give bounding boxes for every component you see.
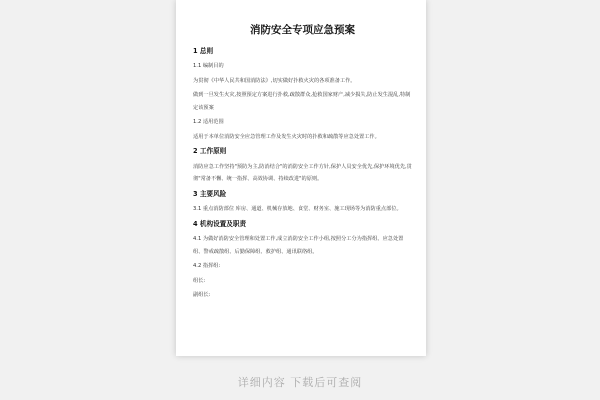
document-title: 消防安全专项应急预案 — [250, 24, 355, 36]
command-group-deputy: 副组长: — [193, 292, 211, 299]
paragraph-risks: 3.1 重点消防部位 库房、通道、机械存放地、食堂、财务室、施工现场等为消防重点部位。 — [193, 206, 402, 213]
paragraph-organization: 4.1 为做好消防安全管理和处置工作,成立消防安全工作小组,按照分工分为指挥组、应急处置组、警戒疏散组、后勤保障组、救护组、通讯联络组。 — [193, 236, 404, 255]
paragraph-purpose-1: 为贯彻《中华人民共和国消防法》,切实做好扑救火灾的各项准备工作。 — [193, 77, 356, 84]
document-page — [176, 0, 426, 356]
document-content — [176, 0, 426, 302]
subsection-heading-command-group: 4.2 指挥组: — [193, 263, 221, 270]
command-group-leader: 组长: — [193, 277, 206, 284]
paragraph-scope: 适用于本单位消防安全应急管理工作及发生火灾时的扑救和疏散等应急处置工作。 — [193, 133, 380, 140]
paragraph-principles: 消防应急工作坚持"预防为主,防消结合"的消防安全工作方针,保护人员安全优先,保护环境优先,贯彻"常备不懈、统一指挥、高效协调、持续改进"的原则。 — [193, 163, 412, 183]
download-hint-text: 详细内容 下载后可查阅 — [237, 376, 363, 389]
subsection-heading-scope: 1.2 适用范围 — [193, 119, 224, 126]
section-heading-organization: 4 机构设置及职责 — [193, 219, 247, 228]
subsection-heading-purpose: 1.1 编制目的 — [193, 63, 224, 70]
paragraph-purpose-2: 做到一旦发生火灾,按照预定方案进行扑救,疏散群众,抢救国家财产,减少损失,防止发生混乱,特制定该预案 — [193, 92, 411, 111]
section-heading-principles: 2 工作原则 — [193, 147, 227, 156]
section-heading-risks: 3 主要风险 — [193, 189, 227, 198]
section-heading-general: 1 总则 — [193, 46, 214, 55]
